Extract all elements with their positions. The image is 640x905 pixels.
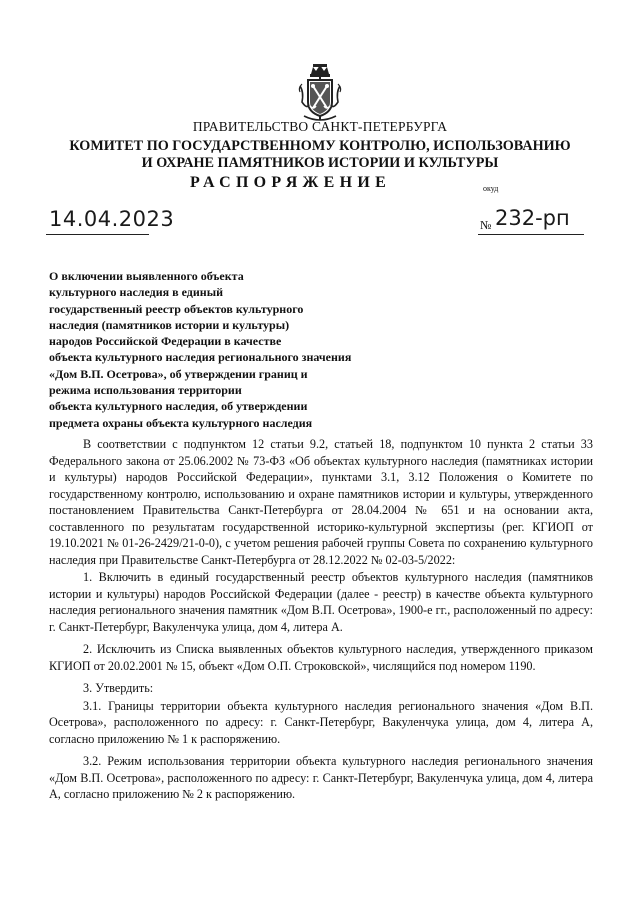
document-type-title: РАСПОРЯЖЕНИЕ (190, 174, 392, 191)
subject-line: «Дом В.П. Осетрова», об утверждении границ и (49, 366, 308, 381)
item-3-1-paragraph: 3.1. Границы территории объекта культурного наследия регионального значения «Дом В.П. Осетрова», расположенного по адресу: г. Санкт-Петербург, Вакуленчука улица, дом 4, литера А, согласно приложению № 1 к распоряжению. (49, 698, 593, 746)
document-date: 14.04.2023 (49, 207, 175, 231)
subject-line: народов Российской Федерации в качестве (49, 334, 282, 349)
item-3-paragraph: 3. Утвердить: (83, 681, 154, 695)
okud-label: окуд (483, 184, 499, 193)
subject-line: культурного наследия в единый (49, 285, 223, 300)
subject-line: объекта культурного наследия регионального значения (49, 350, 352, 365)
document-body (49, 436, 593, 803)
number-sign: № (480, 218, 492, 232)
item-3-2-paragraph: 3.2. Режим использования территории объекта культурного наследия регионального значения «Дом В.П. Осетрова», расположенного по адресу: г. Санкт-Петербург, Вакуленчука улица, дом 4, литера А, согласно приложению № 2 к распоряжению. (49, 754, 593, 801)
date-underline (46, 234, 149, 235)
number-underline (478, 234, 584, 235)
item-1-paragraph: 1. Включить в единый государственный реестр объектов культурного наследия (памятников истории и культуры) народов Российской Федерации (далее - реестр) в качестве объекта культурного наследия регионального значения памятник «Дом В.П. Осетрова», 1900-е гг., расположенный по адресу: г. Санкт-Петербург, Вакуленчука улица, дом 4, литера А. (49, 570, 593, 634)
subject-line: объекта культурного наследия, об утверждении (49, 399, 308, 414)
subject-line: режима использования территории (49, 383, 242, 398)
government-name: ПРАВИТЕЛЬСТВО САНКТ-ПЕТЕРБУРГА (192, 119, 448, 134)
committee-name (0, 138, 640, 172)
subject-line: государственный реестр объектов культурного (49, 301, 304, 316)
committee-line: И ОХРАНЕ ПАМЯТНИКОВ ИСТОРИИ И КУЛЬТУРЫ (141, 155, 499, 171)
subject-line: наследия (памятников истории и культуры) (49, 317, 290, 332)
committee-line: КОМИТЕТ ПО ГОСУДАРСТВЕННОМУ КОНТРОЛЮ, ИСПОЛЬЗОВАНИЮ (69, 138, 571, 154)
subject-line: предмета охраны объекта культурного наследия (49, 415, 313, 430)
subject-block (49, 268, 351, 431)
preamble-paragraph: В соответствии с подпунктом 12 статьи 9.2, статьей 18, подпунктом 10 пункта 2 статьи 33 Федерального закона от 25.06.2002 № 73-ФЗ «Об объектах культурного наследия (памятниках истории и культуры) народов Российской Федерации», пунктами 3.1, 3.12 Положения о Комитете по государственному контролю, использованию и охране памятников истории и культуры, утвержденного постановлением Правительства Санкт-Петербурга от 28.04.2004 № 651 и на основании акта, составленного по результатам государственной историко-культурной экспертизы (рег. КГИОП от 19.10.2021 № 01-26-2429/21-0-0), с учетом решения рабочей группы Совета по сохранению культурного наследия при Правительстве Санкт-Петербурга от 28.12.2022 № 02-03-5/2022: (49, 437, 593, 567)
coat-of-arms-icon (296, 62, 344, 124)
item-2-paragraph: 2. Исключить из Списка выявленных объектов культурного наследия, утвержденного приказом КГИОП от 20.02.2001 № 15, объект «Дом О.П. Строковской», числящийся под номером 1190. (49, 642, 593, 673)
document-number: 232-рп (495, 206, 570, 230)
subject-line: О включении выявленного объекта (49, 269, 244, 283)
